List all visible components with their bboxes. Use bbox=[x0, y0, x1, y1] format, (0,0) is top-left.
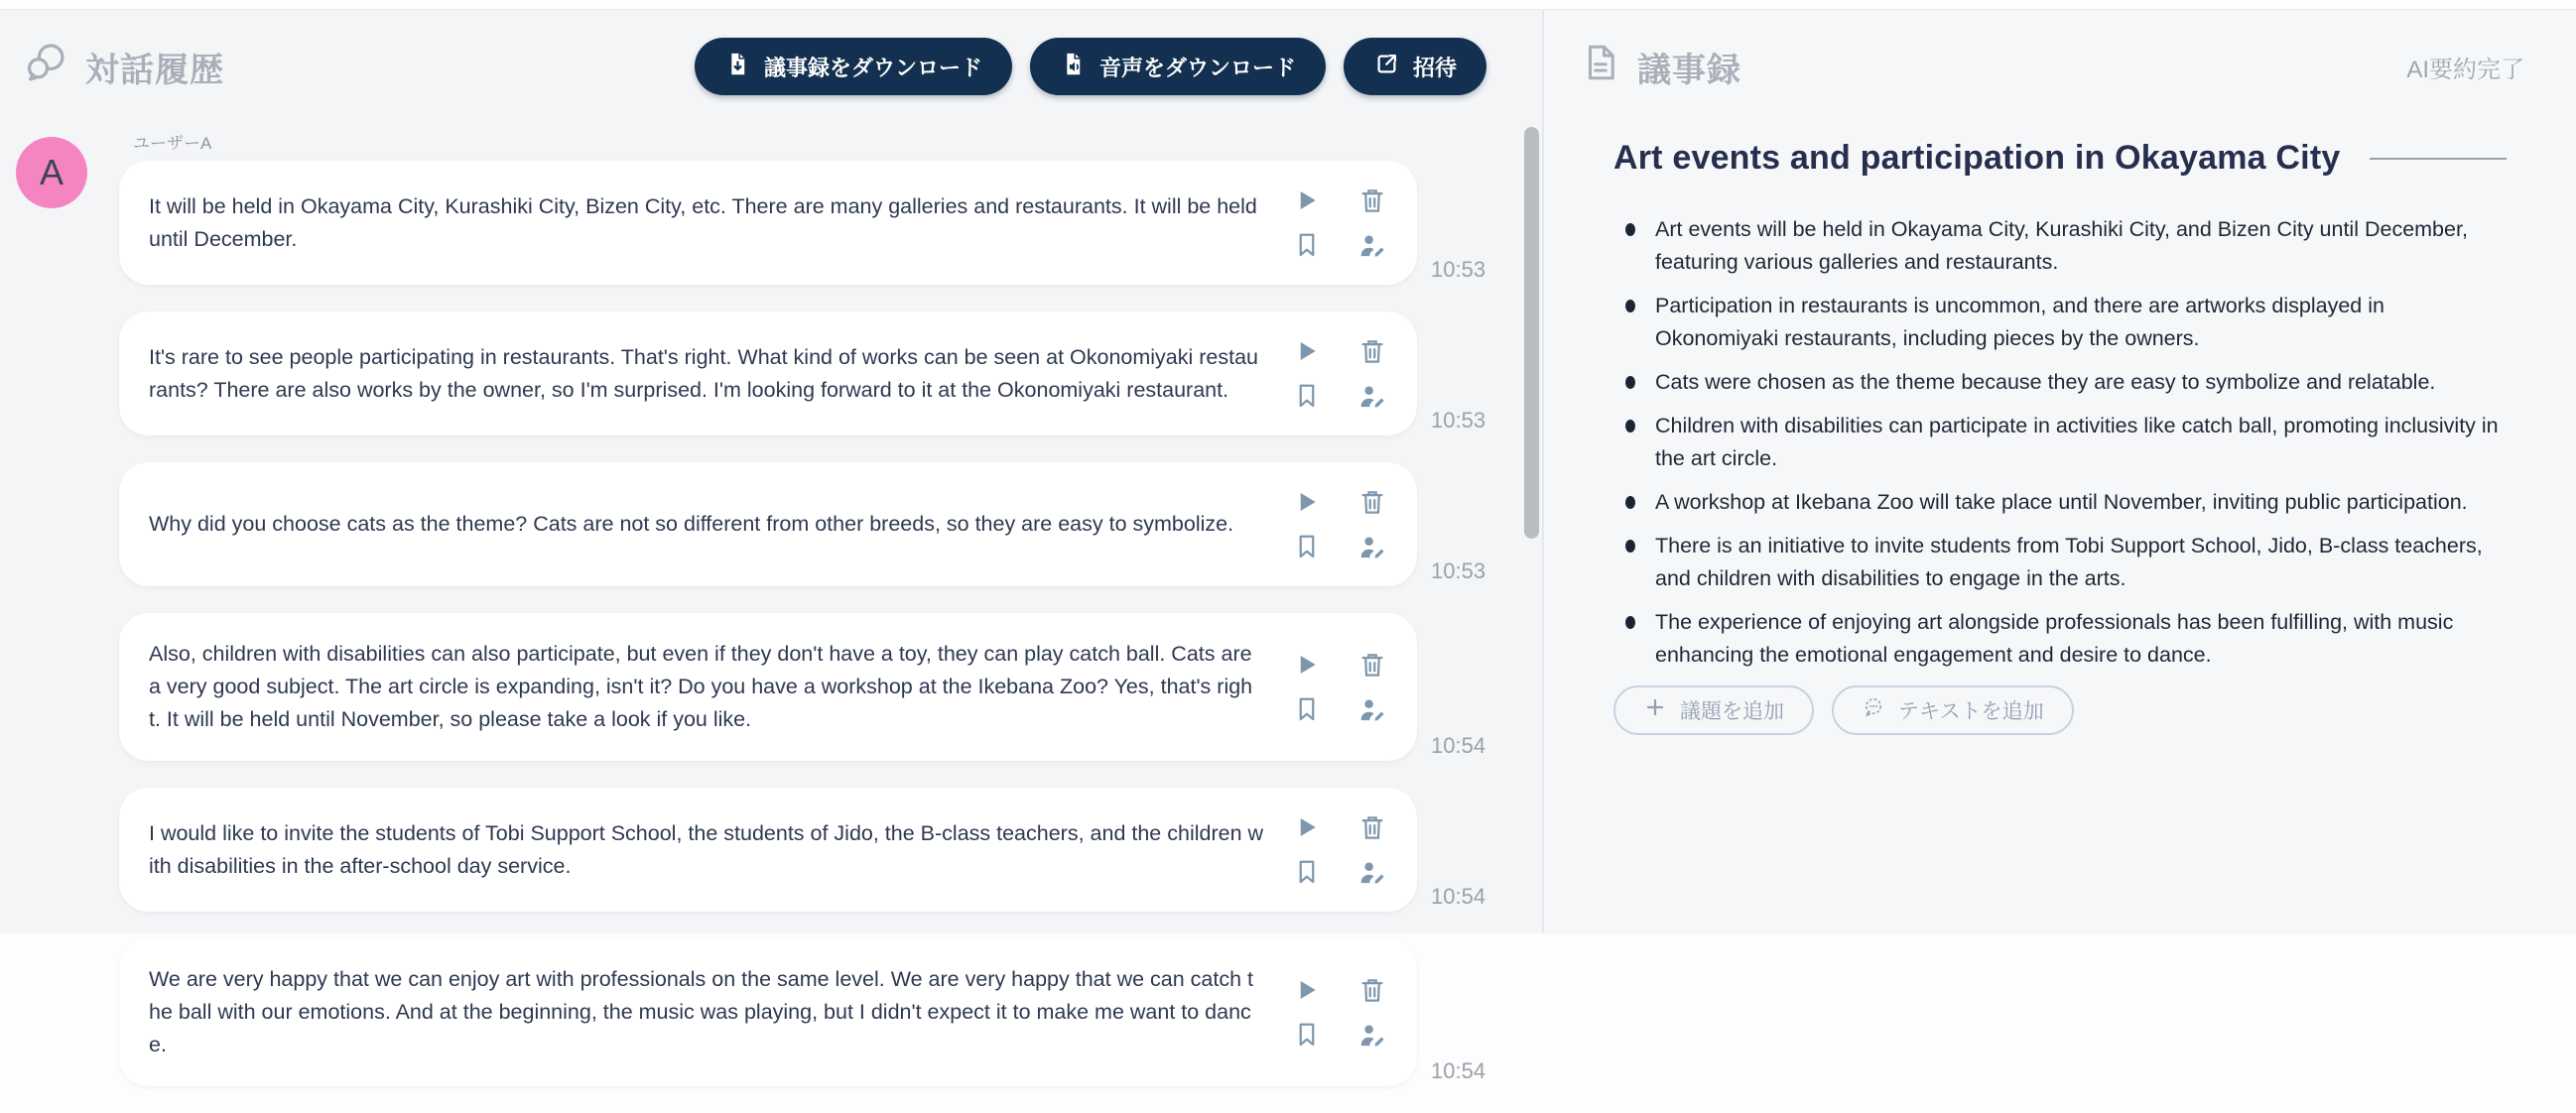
message-timestamp: 10:54 bbox=[1431, 1058, 1486, 1083]
chat-bubbles-icon bbox=[24, 40, 69, 94]
avatar: A bbox=[16, 137, 87, 208]
message-actions bbox=[1292, 186, 1387, 260]
play-button[interactable] bbox=[1292, 812, 1322, 842]
bookmark-button[interactable] bbox=[1292, 857, 1322, 887]
minutes-title bbox=[1580, 42, 1741, 92]
ai-summary-status: AI要約完了 bbox=[2406, 56, 2524, 83]
message-text: It's rare to see people participating in restaurants. That's right. What kind of works can be seen at Okonomiyaki restaurants? There are also works by the owner, so I'm surprised. I'm looking forward to it at the Okonomiyaki restaurant. bbox=[149, 344, 1259, 402]
bookmark-button[interactable] bbox=[1292, 230, 1322, 260]
comment-icon bbox=[1862, 695, 1885, 725]
chat-message bbox=[119, 788, 1542, 912]
delete-button[interactable] bbox=[1357, 650, 1387, 680]
sender-name: ユーザーA bbox=[133, 134, 212, 153]
chat-message bbox=[119, 462, 1542, 586]
minutes-content bbox=[1544, 113, 2576, 735]
chat-message bbox=[119, 613, 1542, 761]
delete-button[interactable] bbox=[1357, 812, 1387, 842]
assign-speaker-button[interactable] bbox=[1357, 381, 1387, 411]
message-actions bbox=[1292, 487, 1387, 561]
document-icon bbox=[1580, 42, 1621, 92]
summary-bullet: The experience of enjoying art alongside professionals has been fulfilling, with music enhancing the emotional engagement and desire to dance. bbox=[1613, 606, 2507, 672]
play-button[interactable] bbox=[1292, 650, 1322, 680]
invite-button[interactable] bbox=[1344, 38, 1486, 95]
summary-bullet: Participation in restaurants is uncommon, and there are artworks displayed in Okonomiyaki restaurants, including pieces by the owners. bbox=[1613, 290, 2507, 355]
message-actions bbox=[1292, 975, 1387, 1050]
conversation-history-label: 対話履歴 bbox=[85, 51, 224, 89]
message-timestamp: 10:54 bbox=[1431, 884, 1486, 909]
delete-button[interactable] bbox=[1357, 487, 1387, 517]
message-actions bbox=[1292, 812, 1387, 887]
external-link-icon bbox=[1373, 51, 1400, 83]
chat-message-list bbox=[0, 113, 1542, 1113]
delete-button[interactable] bbox=[1357, 186, 1387, 215]
message-text: Why did you choose cats as the theme? Cats are not so different from other breeds, so they are easy to symbolize. bbox=[149, 512, 1234, 536]
chat-message bbox=[119, 161, 1542, 285]
app-window bbox=[0, 10, 2576, 1083]
add-topic-label: 議題を追加 bbox=[1680, 700, 1784, 723]
assign-speaker-button[interactable] bbox=[1357, 857, 1387, 887]
assign-speaker-button[interactable] bbox=[1357, 230, 1387, 260]
message-text: We are very happy that we can enjoy art with professionals on the same level. We are very happy that we can catch the ball with our emotions. And at the beginning, the music was playing, but I didn't expect it to make me want to dance. bbox=[149, 967, 1254, 1056]
message-timestamp: 10:54 bbox=[1431, 733, 1486, 758]
topic-title: Art events and participation in Okayama City bbox=[1613, 139, 2341, 177]
assign-speaker-button[interactable] bbox=[1357, 694, 1387, 724]
download-minutes-label: 議事録をダウンロード bbox=[763, 55, 982, 80]
assign-speaker-button[interactable] bbox=[1357, 532, 1387, 561]
chat-message bbox=[119, 938, 1542, 1086]
summary-bullet: Children with disabilities can participate in activities like catch ball, promoting inclusivity in the art circle. bbox=[1613, 410, 2507, 475]
audio-file-icon bbox=[1060, 51, 1087, 83]
plus-icon bbox=[1643, 695, 1667, 725]
minutes-label: 議事録 bbox=[1637, 51, 1741, 89]
add-topic-button[interactable] bbox=[1613, 685, 1814, 735]
add-text-label: テキストを追加 bbox=[1898, 700, 2044, 723]
message-bubble bbox=[119, 938, 1417, 1086]
download-minutes-button[interactable] bbox=[695, 38, 1012, 95]
play-button[interactable] bbox=[1292, 487, 1322, 517]
add-text-button[interactable] bbox=[1832, 685, 2074, 735]
topic-heading bbox=[1613, 139, 2507, 178]
play-button[interactable] bbox=[1292, 336, 1322, 366]
summary-bullet: A workshop at Ikebana Zoo will take place until November, inviting public participation. bbox=[1613, 486, 2507, 519]
left-panel-header bbox=[0, 10, 1542, 113]
assign-speaker-button[interactable] bbox=[1357, 1020, 1387, 1050]
summary-bullet-list bbox=[1613, 213, 2507, 672]
message-bubble bbox=[119, 311, 1417, 435]
bookmark-button[interactable] bbox=[1292, 532, 1322, 561]
conversation-history-panel bbox=[0, 10, 1542, 1083]
bookmark-button[interactable] bbox=[1292, 694, 1322, 724]
minutes-actions bbox=[1613, 685, 2507, 735]
play-button[interactable] bbox=[1292, 186, 1322, 215]
chat-scrollbar[interactable] bbox=[1524, 127, 1539, 539]
message-bubble bbox=[119, 161, 1417, 285]
message-actions bbox=[1292, 336, 1387, 411]
delete-button[interactable] bbox=[1357, 336, 1387, 366]
message-timestamp: 10:53 bbox=[1431, 408, 1486, 433]
message-bubble bbox=[119, 788, 1417, 912]
bookmark-button[interactable] bbox=[1292, 381, 1322, 411]
message-text: I would like to invite the students of Tobi Support School, the students of Jido, the B-class teachers, and the children with disabilities in the after-school day service. bbox=[149, 820, 1264, 878]
message-text: It will be held in Okayama City, Kurashiki City, Bizen City, etc. There are many galleries and restaurants. It will be held until December. bbox=[149, 193, 1257, 251]
header-actions bbox=[695, 38, 1486, 95]
summary-bullet: Cats were chosen as the theme because they are easy to symbolize and relatable. bbox=[1613, 366, 2507, 399]
message-timestamp: 10:53 bbox=[1431, 558, 1486, 583]
message-actions bbox=[1292, 650, 1387, 724]
summary-bullet: Art events will be held in Okayama City, Kurashiki City, and Bizen City until December, featuring various galleries and restaurants. bbox=[1613, 213, 2507, 279]
download-audio-label: 音声をダウンロード bbox=[1098, 55, 1296, 80]
topic-rule bbox=[2370, 158, 2507, 160]
play-button[interactable] bbox=[1292, 975, 1322, 1005]
message-text: Also, children with disabilities can also participate, but even if they don't have a toy, they can play catch ball. Cats are a very good subject. The art circle is expanding, isn't it? Do you have a workshop at the Ikebana Zoo? Yes, that's right. It will be held until November, so please take a look if you like. bbox=[149, 642, 1253, 731]
bookmark-button[interactable] bbox=[1292, 1020, 1322, 1050]
message-bubble bbox=[119, 613, 1417, 761]
minutes-header bbox=[1544, 10, 2576, 113]
chat-message bbox=[119, 311, 1542, 435]
invite-label: 招待 bbox=[1412, 55, 1457, 80]
window-top-edge bbox=[0, 0, 2576, 10]
conversation-history-title bbox=[24, 40, 224, 94]
minutes-panel bbox=[1542, 10, 2576, 933]
message-bubble bbox=[119, 462, 1417, 586]
file-download-icon bbox=[724, 51, 751, 83]
message-timestamp: 10:53 bbox=[1431, 257, 1486, 282]
summary-bullet: There is an initiative to invite students from Tobi Support School, Jido, B-class teachers, and children with disabilities to engage in the arts. bbox=[1613, 530, 2507, 595]
download-audio-button[interactable] bbox=[1030, 38, 1326, 95]
delete-button[interactable] bbox=[1357, 975, 1387, 1005]
